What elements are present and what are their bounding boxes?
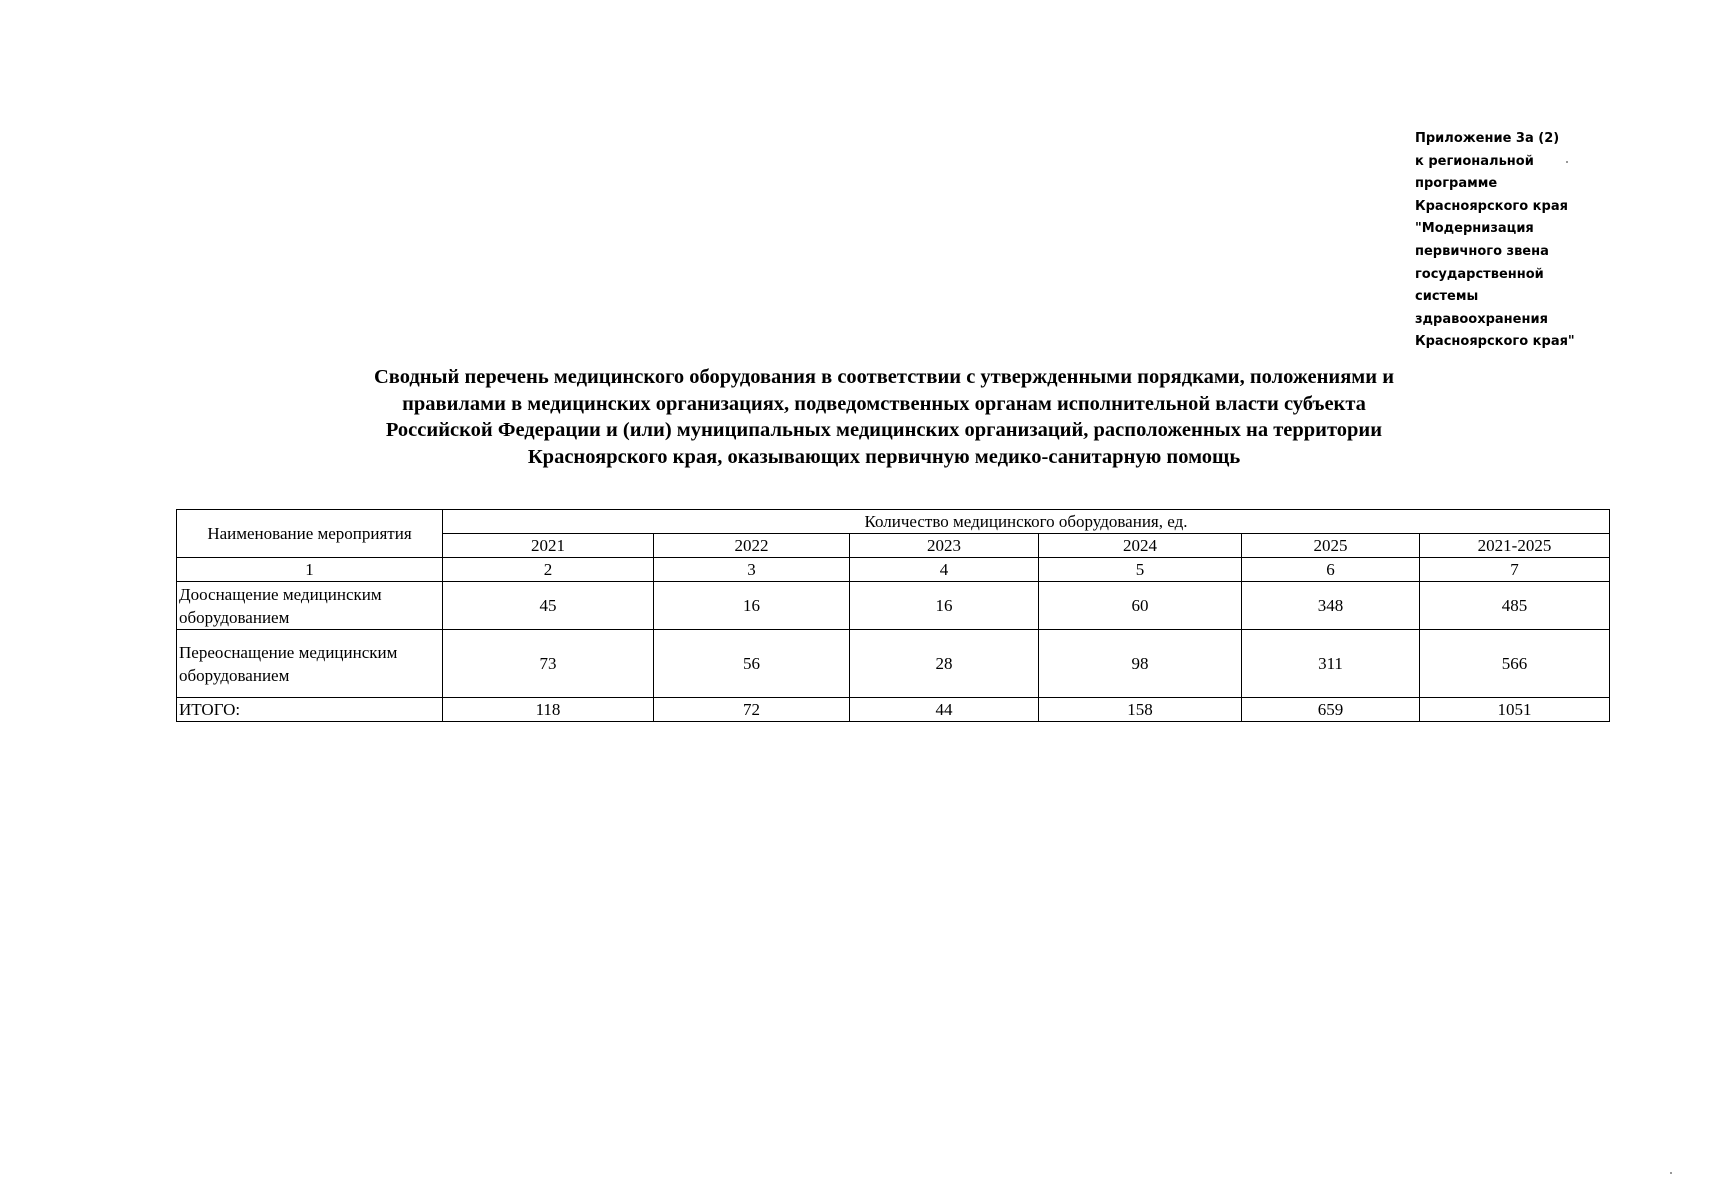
value-cell: 311 bbox=[1242, 630, 1420, 698]
value-cell: 348 bbox=[1242, 582, 1420, 630]
total-label: ИТОГО: bbox=[177, 698, 443, 722]
appendix-line: "Модернизация bbox=[1415, 221, 1534, 237]
year-header: 2023 bbox=[850, 534, 1039, 558]
scan-speck bbox=[1566, 161, 1568, 163]
appendix-line: Приложение 3а (2) bbox=[1415, 131, 1560, 146]
row-name-line: Переоснащение медицинским bbox=[179, 642, 398, 662]
document-title bbox=[300, 364, 1468, 470]
header-row-group bbox=[177, 510, 1610, 534]
total-cell: 44 bbox=[850, 698, 1039, 722]
title-line: Сводный перечень медицинского оборудования в соответствии с утвержденными порядками, положениями и bbox=[373, 366, 1395, 388]
total-cell: 158 bbox=[1039, 698, 1242, 722]
total-row bbox=[177, 698, 1610, 722]
column-number: 4 bbox=[850, 558, 1039, 582]
value-cell: 566 bbox=[1420, 630, 1610, 698]
row-name-line: Дооснащение медицинским bbox=[179, 584, 382, 604]
appendix-line: Красноярского края" bbox=[1415, 334, 1575, 350]
row-name-cell bbox=[177, 582, 443, 630]
total-cell: 118 bbox=[443, 698, 654, 722]
value-cell: 45 bbox=[443, 582, 654, 630]
column-number: 5 bbox=[1039, 558, 1242, 582]
value-cell: 16 bbox=[850, 582, 1039, 630]
year-header: 2021-2025 bbox=[1420, 534, 1610, 558]
row-name-line: оборудованием bbox=[179, 607, 290, 627]
appendix-line: программе bbox=[1415, 176, 1498, 192]
column-number: 1 bbox=[177, 558, 443, 582]
column-number-row bbox=[177, 558, 1610, 582]
quantity-group-header: Количество медицинского оборудования, ед. bbox=[443, 510, 1610, 534]
appendix-line: первичного звена bbox=[1415, 243, 1549, 259]
total-cell: 659 bbox=[1242, 698, 1420, 722]
appendix-line: здравоохранения bbox=[1415, 311, 1548, 327]
total-cell: 72 bbox=[654, 698, 850, 722]
total-cell: 1051 bbox=[1420, 698, 1610, 722]
title-line: Красноярского края, оказывающих первичную медико-санитарную помощь bbox=[527, 445, 1241, 468]
scan-speck bbox=[1670, 1172, 1672, 1174]
value-cell: 28 bbox=[850, 630, 1039, 698]
year-header: 2022 bbox=[654, 534, 850, 558]
value-cell: 60 bbox=[1039, 582, 1242, 630]
value-cell: 98 bbox=[1039, 630, 1242, 698]
appendix-line: государственной bbox=[1415, 266, 1544, 282]
column-number: 6 bbox=[1242, 558, 1420, 582]
equipment-table bbox=[176, 509, 1610, 722]
value-cell: 16 bbox=[654, 582, 850, 630]
appendix-line: Красноярского края bbox=[1415, 198, 1568, 214]
column-number: 7 bbox=[1420, 558, 1610, 582]
value-cell: 485 bbox=[1420, 582, 1610, 630]
year-header: 2021 bbox=[443, 534, 654, 558]
year-header: 2024 bbox=[1039, 534, 1242, 558]
year-header: 2025 bbox=[1242, 534, 1420, 558]
row-name-cell bbox=[177, 630, 443, 698]
title-line: правилами в медицинских организациях, подведомственных органам исполнительной власти субъекта bbox=[402, 392, 1366, 415]
name-column-header: Наименование мероприятия bbox=[177, 510, 443, 558]
column-number: 2 bbox=[443, 558, 654, 582]
title-line: Российской Федерации и (или) муниципальных медицинских организаций, расположенных на территории bbox=[385, 419, 1383, 442]
appendix-line: к региональной bbox=[1415, 153, 1534, 169]
appendix-note bbox=[1415, 128, 1615, 354]
appendix-line: системы bbox=[1415, 289, 1479, 305]
column-number: 3 bbox=[654, 558, 850, 582]
value-cell: 73 bbox=[443, 630, 654, 698]
row-name-line: оборудованием bbox=[179, 665, 290, 685]
table-row bbox=[177, 630, 1610, 698]
value-cell: 56 bbox=[654, 630, 850, 698]
table-row bbox=[177, 582, 1610, 630]
